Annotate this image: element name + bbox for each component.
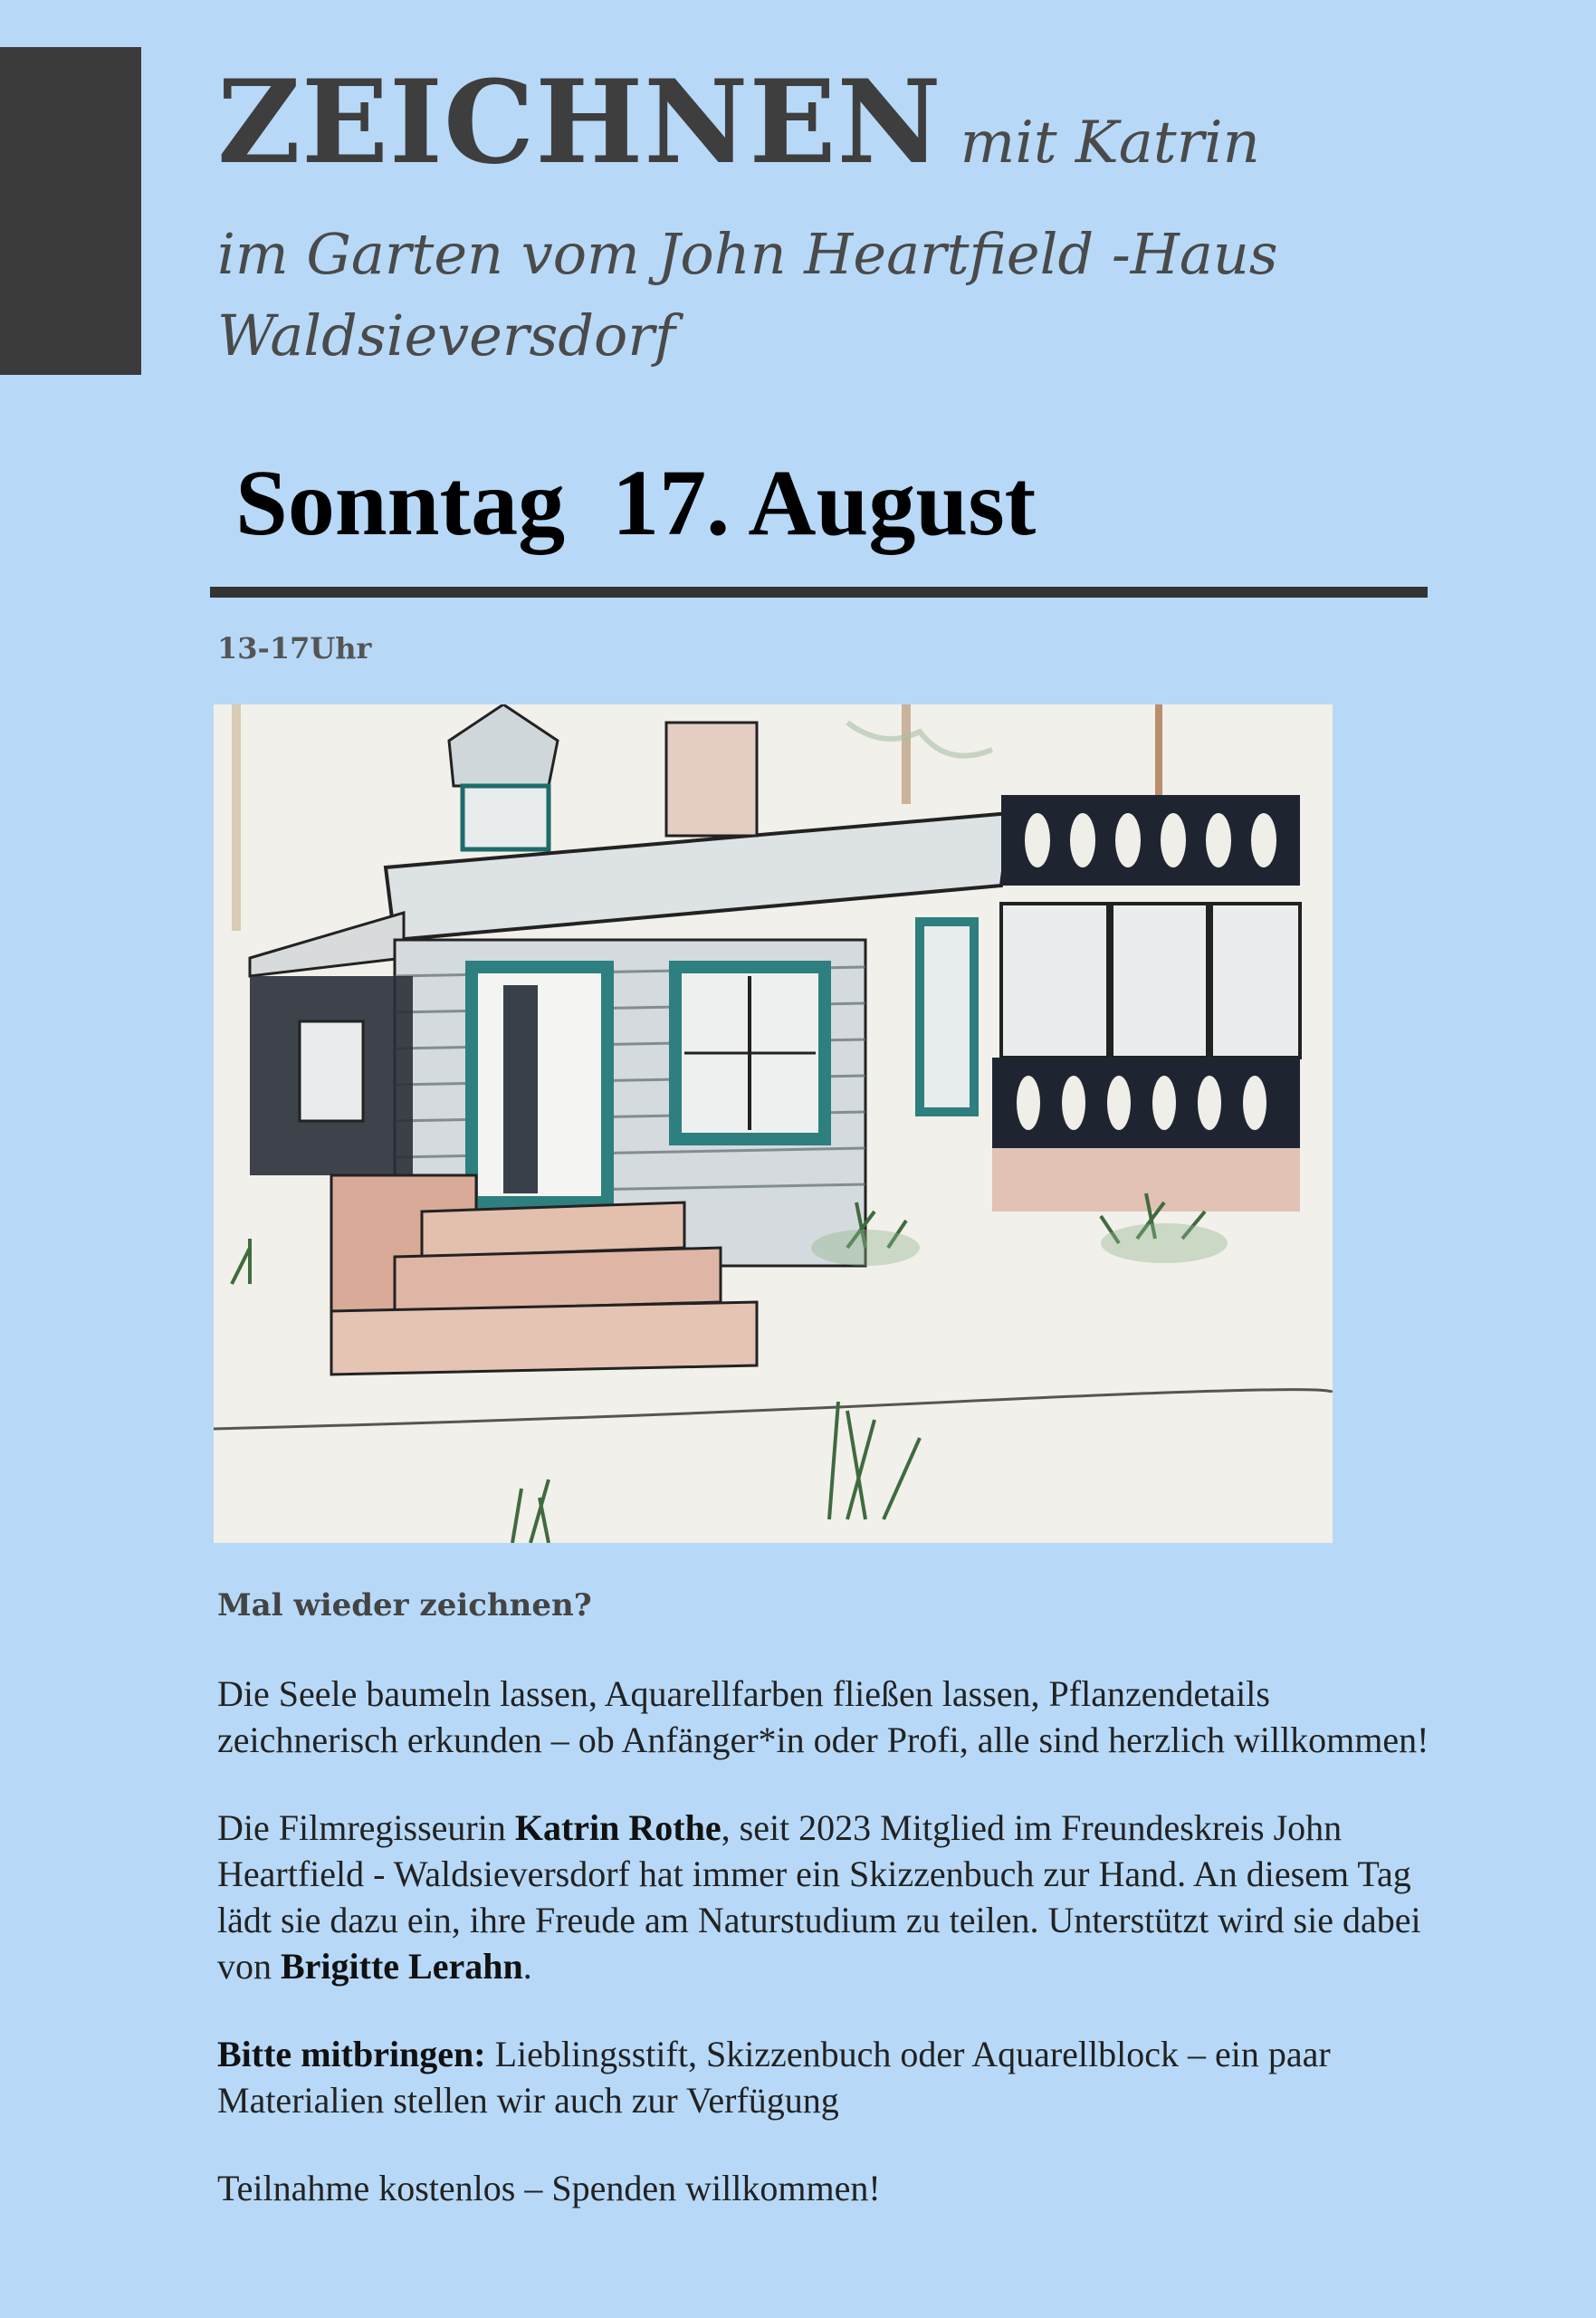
host-text-a: Die Filmregisseurin — [217, 1807, 515, 1848]
paragraph-host — [217, 1805, 1439, 1989]
description — [217, 1583, 1439, 2253]
title-line — [217, 55, 1260, 189]
house-sketch-image — [214, 704, 1333, 1543]
host-text-c: . — [522, 1946, 532, 1987]
event-date: Sonntag 17. August — [235, 451, 1037, 555]
question-heading: Mal wieder zeichnen? — [217, 1587, 592, 1624]
assistant-name: Brigitte Lerahn — [281, 1946, 523, 1987]
page-title: ZEICHNEN — [217, 55, 942, 189]
host-text-b: , seit 2023 Mitglied im Freundeskreis John Heartfield - Waldsieversdorf hat immer ein Skizzenbuch zur Hand. An diesem Tag lädt sie dazu ein, ihre Freude am Naturstudium zu teilen. Unterstützt wird sie dabei von — [217, 1807, 1421, 1987]
paragraph-fee: Teilnahme kostenlos – Spenden willkommen! — [217, 2168, 881, 2208]
divider — [210, 587, 1428, 598]
paragraph-bring — [217, 2031, 1439, 2123]
bring-label: Bitte mitbringen: — [217, 2034, 486, 2074]
subtitle-line-2: Waldsieversdorf — [217, 302, 675, 369]
subtitle-line-1: im Garten vom John Heartfield -Haus — [217, 221, 1278, 287]
host-name: Katrin Rothe — [514, 1807, 722, 1848]
bring-text: Lieblingsstift, Skizzenbuch oder Aquarellblock – ein paar Materialien stellen wir auch zur Verfügung — [217, 2034, 1331, 2121]
event-time: 13-17Uhr — [217, 631, 372, 666]
title-suffix: mit Katrin — [960, 110, 1260, 177]
decorative-block — [0, 47, 141, 375]
subtitle — [217, 214, 1467, 377]
paragraph-intro: Die Seele baumeln lassen, Aquarellfarben fließen lassen, Pflanzendetails zeichnerisch erkunden – ob Anfänger*in oder Profi, alle sind herzlich willkommen! — [217, 1673, 1429, 1760]
